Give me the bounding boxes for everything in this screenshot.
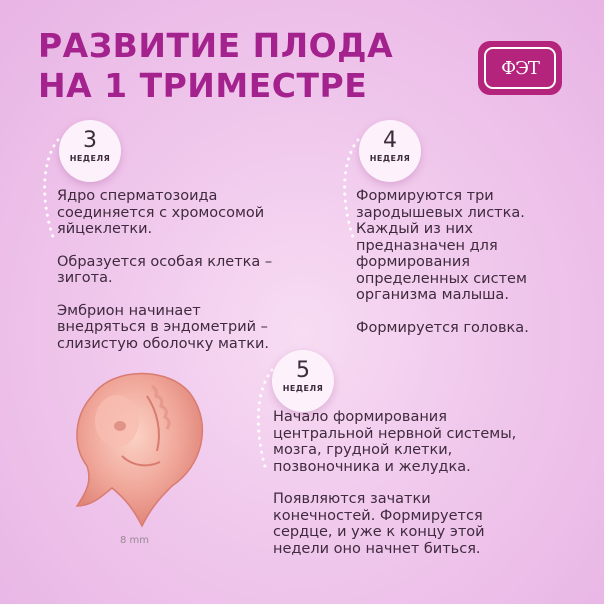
week-3-label: НЕДЕЛЯ [69, 154, 111, 163]
week-5-paragraph: Начало формирования центральной нервной системы, мозга, грудной клетки, позвоночника и желудка. [273, 409, 517, 475]
logo-text: ФЭТ [484, 47, 556, 89]
week-4-text [356, 188, 546, 352]
week-4-number: 4 [383, 128, 397, 153]
week-3-number: 3 [83, 128, 97, 153]
connector-week-3 [45, 140, 58, 240]
week-4-label: НЕДЕЛЯ [369, 154, 411, 163]
week-4-paragraph: Формируются три зародышевых листка. Каждый из них предназначен для формирования определенных систем организма малыша. [356, 188, 527, 303]
week-4-badge [359, 120, 421, 182]
week-3-paragraph: Образуется особая клетка – зигота. [57, 253, 273, 286]
scale-label: 8 mm [120, 535, 150, 546]
week-5-number: 5 [296, 358, 310, 383]
connector-week-5 [258, 370, 272, 470]
week-5-paragraph: Появляются зачатки конечностей. Формируется сердце, и уже к концу этой недели оно начнет биться. [273, 491, 485, 557]
week-4-paragraph: Формируется головка. [356, 319, 529, 336]
week-3-paragraph: Эмбрион начинает внедряться в эндометрий – слизистую оболочку матки. [57, 302, 270, 352]
week-5-label: НЕДЕЛЯ [282, 384, 324, 393]
embryo-illustration-icon [52, 356, 222, 536]
title-line-1: РАЗВИТИЕ ПЛОДА [38, 26, 394, 65]
week-3-paragraph: Ядро сперматозоида соединяется с хромосомой яйцеклетки. [57, 188, 265, 237]
week-5-text [273, 409, 535, 573]
title-line-2: НА 1 ТРИМЕСТРЕ [38, 66, 368, 105]
week-3-badge [59, 120, 121, 182]
week-3-text [57, 188, 289, 368]
